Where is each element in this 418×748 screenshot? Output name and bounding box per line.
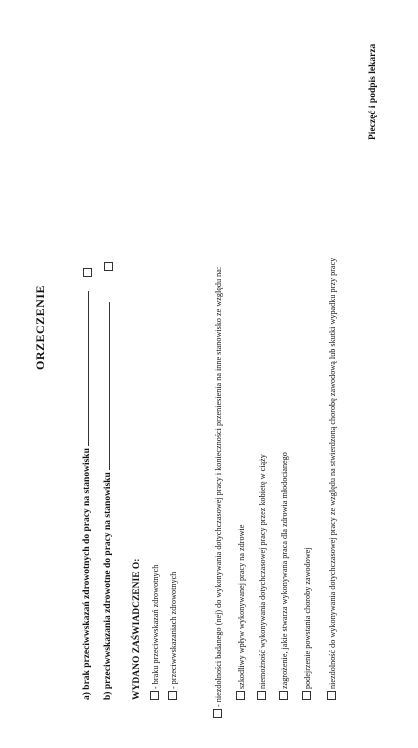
fit-line-b-blank[interactable] [109,302,110,470]
fit-line-a-blank[interactable] [88,291,89,446]
reason-2-label: niemożność wykonywania dotychczasowej pracy przez kobietę w ciąży [258,454,267,689]
fit-line-a-label: a) brak przeciwwskazań zdrowotnych do pracy na stanowisku [82,448,92,700]
reason-4-checkbox[interactable] [302,691,311,700]
transfer-intro [213,267,223,718]
reason-5 [327,258,337,700]
certificate-item-2 [168,572,178,700]
reason-5-label: niezdolność do wykonywania dotychczasowej pracy ze względu na stwierdzoną chorobę zawodową lub skutki wypadku przy pracy [328,257,337,689]
fit-line-a [83,291,93,700]
fit-line-b-label: b) przeciwwskazania zdrowotne do pracy na stanowisku [103,472,113,700]
certificate-heading: WYDANO ZAŚWIADCZENIE O: [132,558,142,700]
reason-5-checkbox[interactable] [327,691,336,700]
certificate-item-1 [150,565,160,700]
reason-1-checkbox[interactable] [236,691,245,700]
certificate-item-2-checkbox[interactable] [168,691,177,700]
transfer-intro-checkbox[interactable] [213,709,222,718]
certificate-item-1-checkbox[interactable] [150,691,159,700]
fit-a-checkbox[interactable] [83,268,92,277]
reason-4-label: podejrzenie powstania choroby zawodowej [303,547,312,689]
reason-2-checkbox[interactable] [257,691,266,700]
reason-1-label: szkodliwy wpływ wykonywanej pracy na zdrowie [237,524,246,689]
document-title: ORZECZENIE [33,284,47,370]
fit-line-b [104,302,114,700]
reason-3 [279,452,289,700]
reason-3-label: zagrożenie, jakie stwarza wykonywana praca dla zdrowia młodocianego [280,452,289,689]
fit-b-checkbox[interactable] [104,262,113,271]
doctor-signature-label: Pieczęć i podpis lekarza [368,43,378,140]
certificate-item-1-label: - braku przeciwwskazań zdrowotnych [151,564,160,689]
reason-4 [302,547,312,700]
reason-1 [236,525,246,700]
reason-2 [257,454,267,700]
certificate-item-2-label: - przeciwwskazaniach zdrowotnych [169,571,178,689]
transfer-intro-label: - niezdolności badanego (nej) do wykonywania dotychczasowej pracy i konieczności przeniesienia na inne stanowisko ze względu na: [214,266,223,707]
reason-3-checkbox[interactable] [279,691,288,700]
